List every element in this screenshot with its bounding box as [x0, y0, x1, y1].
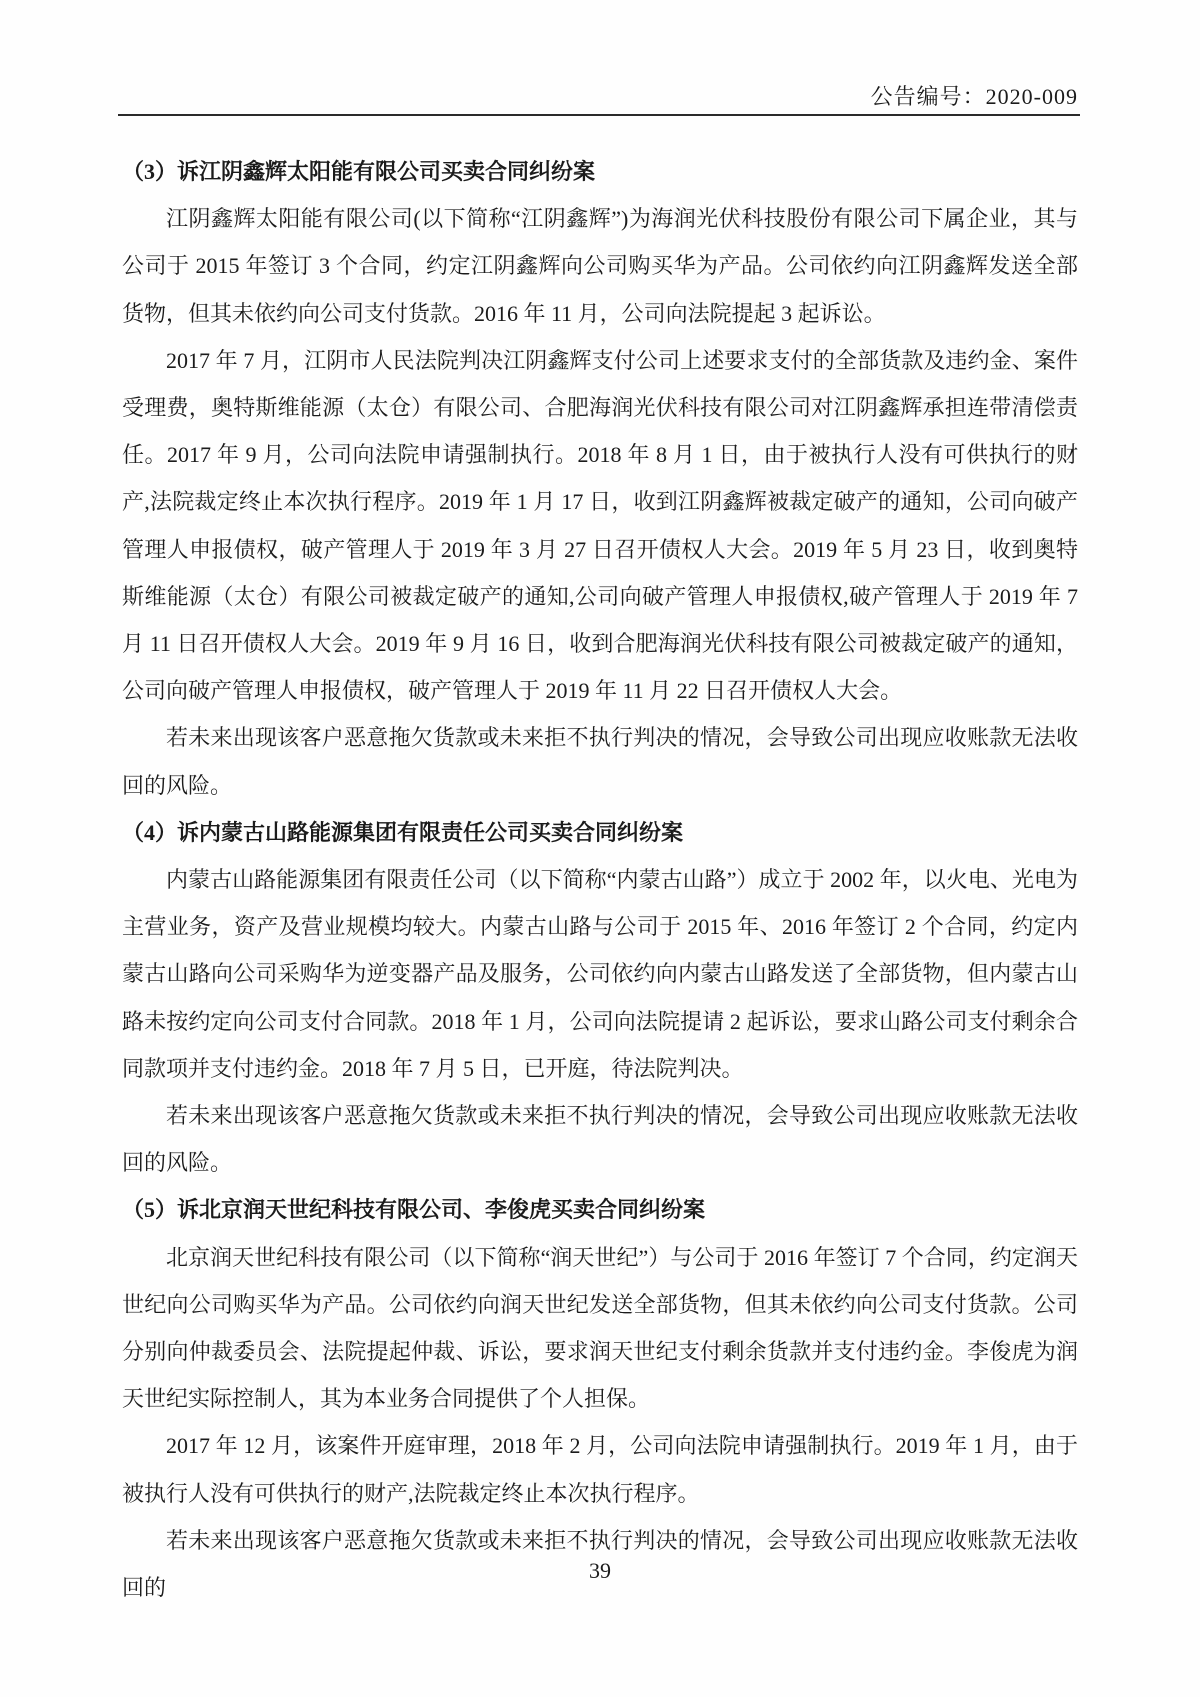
header-divider: [118, 114, 1080, 116]
paragraph: 江阴鑫辉太阳能有限公司(以下简称“江阴鑫辉”)为海润光伏科技股份有限公司下属企业，其与公司于 2015 年签订 3 个合同，约定江阴鑫辉向公司购买华为产品。公司依约向江阴鑫辉发送全部货物，但其未依约向公司支付货款。2016 年 11 月，公司向法院提起 3 起诉讼。: [122, 206, 1078, 326]
section-heading-case-5: （5）诉北京润天世纪科技有限公司、李俊虎买卖合同纠纷案: [122, 1197, 706, 1223]
paragraph: 若未来出现该客户恶意拖欠货款或未来拒不执行判决的情况，会导致公司出现应收账款无法收回的风险。: [122, 1103, 1078, 1176]
paragraph: 若未来出现该客户恶意拖欠货款或未来拒不执行判决的情况，会导致公司出现应收账款无法收回的风险。: [122, 725, 1078, 798]
paragraph: 若未来出现该客户恶意拖欠货款或未来拒不执行判决的情况，会导致公司出现应收账款无法收回的: [122, 1527, 1078, 1601]
section-heading-case-4: （4）诉内蒙古山路能源集团有限责任公司买卖合同纠纷案: [122, 819, 684, 845]
paragraph: 北京润天世纪科技有限公司（以下简称“润天世纪”）与公司于 2016 年签订 7 个合同，约定润天世纪向公司购买华为产品。公司依约向润天世纪发送全部货物，但其未依约向公司支付货款。公司分别向仲裁委员会、法院提起仲裁、诉讼，要求润天世纪支付剩余货款并支付违约金。李俊虎为润天世纪实际控制人，其为本业务合同提供了个人担保。: [122, 1244, 1078, 1412]
paragraph: 内蒙古山路能源集团有限责任公司（以下简称“内蒙古山路”）成立于 2002 年，以火电、光电为主营业务，资产及营业规模均较大。内蒙古山路与公司于 2015 年、2016 年签订 2 个合同，约定内蒙古山路向公司采购华为逆变器产品及服务，公司依约向内蒙古山路发送了全部货物，但内蒙古山路未按约定向公司支付合同款。2018 年 1 月，公司向法院提请 2 起诉讼，要求山路公司支付剩余合同款项并支付违约金。2018 年 7 月 5 日，已开庭，待法院判决。: [122, 867, 1078, 1081]
section-heading-case-3: （3）诉江阴鑫辉太阳能有限公司买卖合同纠纷案: [122, 159, 596, 184]
document-body: [122, 148, 1078, 1611]
announcement-number: 公告编号：2020-009: [870, 84, 1078, 109]
paragraph: 2017 年 7 月，江阴市人民法院判决江阴鑫辉支付公司上述要求支付的全部货款及违约金、案件受理费，奥特斯维能源（太仓）有限公司、合肥海润光伏科技有限公司对江阴鑫辉承担连带清偿责任。2017 年 9 月，公司向法院申请强制执行。2018 年 8 月 1 日，由于被执行人没有可供执行的财产,法院裁定终止本次执行程序。2019 年 1 月 17 日，收到江阴鑫辉被裁定破产的通知，公司向破产管理人申报债权，破产管理人于 2019 年 3 月 27 日召开债权人大会。2019 年 5 月 23 日，收到奥特斯维能源（太仓）有限公司被裁定破产的通知,公司向破产管理人申报债权,破产管理人于 2019 年 7 月 11 日召开债权人大会。2019 年 9 月 16 日，收到合肥海润光伏科技有限公司被裁定破产的通知，公司向破产管理人申报债权，破产管理人于 2019 年 11 月 22 日召开债权人大会。: [122, 347, 1078, 704]
page-number: 39: [589, 1558, 611, 1583]
paragraph: 2017 年 12 月，该案件开庭审理，2018 年 2 月，公司向法院申请强制执行。2019 年 1 月，由于被执行人没有可供执行的财产,法院裁定终止本次执行程序。: [122, 1433, 1078, 1506]
